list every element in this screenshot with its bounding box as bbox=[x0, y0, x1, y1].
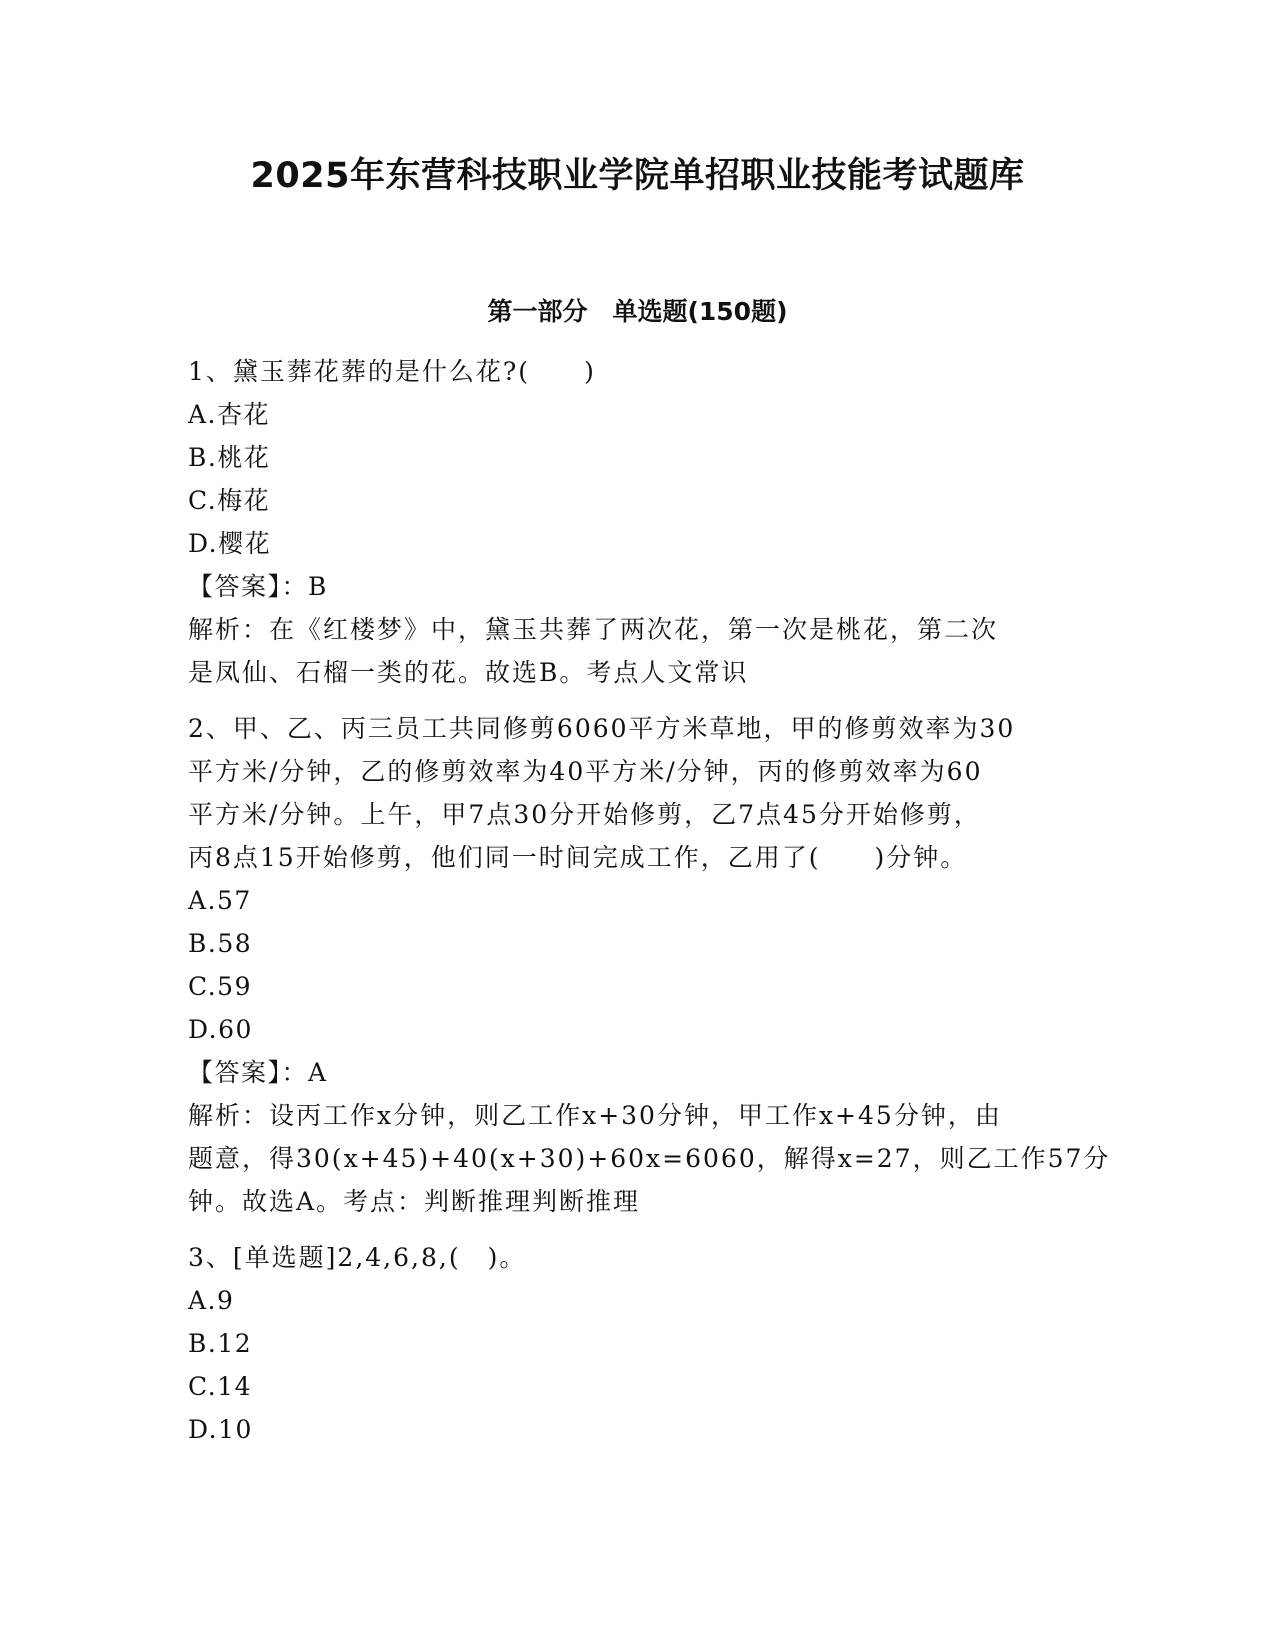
question-stem: 丙8点15开始修剪，他们同一时间完成工作，乙用了( )分钟。 bbox=[188, 843, 968, 872]
question-stem: 3、[单选题]2,4,6,8,( )。 bbox=[188, 1243, 527, 1272]
question-3 bbox=[188, 1236, 1068, 1451]
question-2 bbox=[188, 707, 1111, 1223]
answer: 【答案】：B bbox=[188, 572, 328, 601]
option-d: D.樱花 bbox=[188, 529, 272, 558]
explanation-line: 钟。故选A。考点：判断推理判断推理 bbox=[188, 1187, 641, 1216]
question-stem: 1、黛玉葬花葬的是什么花?( ) bbox=[188, 357, 596, 386]
explanation-line: 解析：在《红楼梦》中，黛玉共葬了两次花，第一次是桃花，第二次 bbox=[188, 615, 999, 644]
option-a: A.9 bbox=[188, 1286, 235, 1315]
question-stem: 平方米/分钟，乙的修剪效率为40平方米/分钟，丙的修剪效率为60 bbox=[188, 757, 983, 786]
option-b: B.12 bbox=[188, 1329, 253, 1358]
option-d: D.60 bbox=[188, 1015, 253, 1044]
option-c: C.14 bbox=[188, 1372, 252, 1401]
explanation-line: 题意，得30(x+45)+40(x+30)+60x=6060，解得x=27，则乙工作57分 bbox=[188, 1144, 1111, 1173]
option-c: C.59 bbox=[188, 972, 252, 1001]
option-a: A.杏花 bbox=[188, 400, 271, 429]
question-stem: 平方米/分钟。上午，甲7点30分开始修剪，乙7点45分开始修剪， bbox=[188, 800, 981, 829]
option-b: B.58 bbox=[188, 929, 253, 958]
explanation-line: 是凤仙、石榴一类的花。故选B。考点人文常识 bbox=[188, 658, 749, 687]
question-list bbox=[188, 350, 1111, 1464]
option-c: C.梅花 bbox=[188, 486, 271, 515]
option-a: A.57 bbox=[188, 886, 252, 915]
question-stem: 2、甲、乙、丙三员工共同修剪6060平方米草地，甲的修剪效率为30 bbox=[188, 714, 1016, 743]
section-title: 第一部分 单选题(150题) bbox=[487, 297, 788, 326]
option-d: D.10 bbox=[188, 1415, 253, 1444]
answer: 【答案】：A bbox=[188, 1058, 328, 1087]
option-b: B.桃花 bbox=[188, 443, 271, 472]
question-1 bbox=[188, 350, 1068, 694]
document-title: 2025年东营科技职业学院单招职业技能考试题库 bbox=[250, 156, 1025, 196]
explanation-line: 解析：设丙工作x分钟，则乙工作x+30分钟，甲工作x+45分钟，由 bbox=[188, 1101, 1002, 1130]
